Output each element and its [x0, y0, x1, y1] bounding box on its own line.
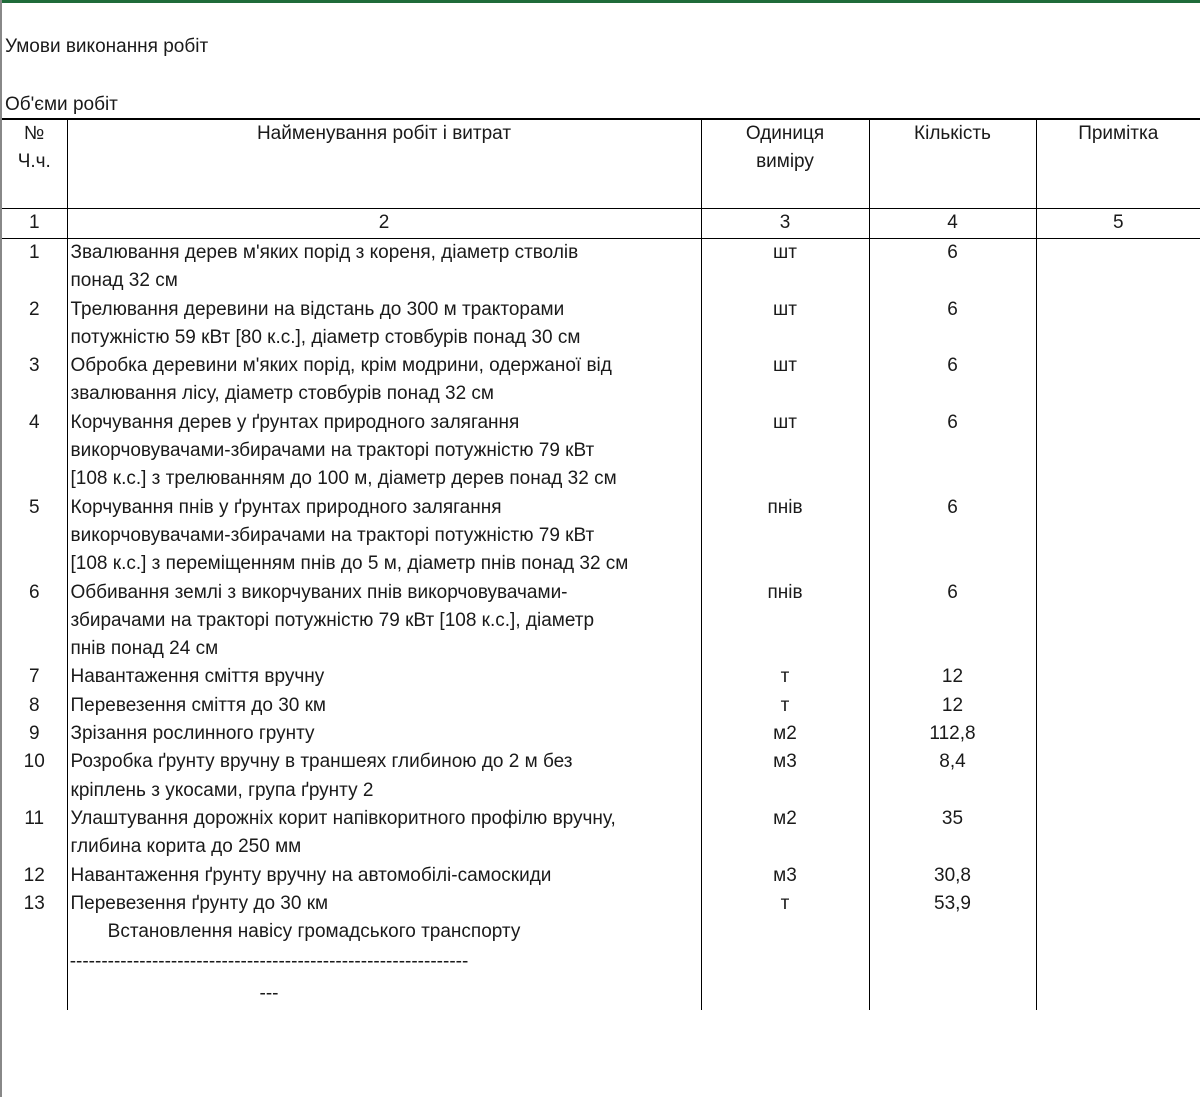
- row-note: [1036, 663, 1200, 691]
- row-unit: шт: [701, 239, 869, 296]
- row-unit: т: [701, 692, 869, 720]
- table-row: [2, 409, 1200, 494]
- row-note: [1036, 579, 1200, 664]
- row-unit: шт: [701, 352, 869, 409]
- row-number: 6: [2, 579, 67, 664]
- header-note: Примітка: [1036, 119, 1200, 209]
- row-note: [1036, 720, 1200, 748]
- section-row: [2, 918, 1200, 946]
- row-number: 11: [2, 805, 67, 862]
- row-number: 1: [2, 239, 67, 296]
- row-quantity: 6: [869, 239, 1036, 296]
- row-quantity: 8,4: [869, 748, 1036, 805]
- row-note: [1036, 890, 1200, 918]
- row-quantity: 53,9: [869, 890, 1036, 918]
- works-volume-table: [2, 118, 1200, 1010]
- row-unit: пнів: [701, 494, 869, 579]
- row-unit: шт: [701, 409, 869, 494]
- row-unit: м3: [701, 748, 869, 805]
- table-row: [2, 296, 1200, 353]
- table-row: [2, 805, 1200, 862]
- row-number: 2: [2, 296, 67, 353]
- table-header-row: [2, 119, 1200, 209]
- row-quantity: 6: [869, 579, 1036, 664]
- table-row: [2, 748, 1200, 805]
- row-unit: пнів: [701, 579, 869, 664]
- volumes-heading: Об'єми робіт: [5, 94, 118, 115]
- row-unit: шт: [701, 296, 869, 353]
- row-name: Перевезення сміття до 30 км: [67, 692, 701, 720]
- row-name: Оббивання землі з викорчуваних пнів викорчовувачами-збирачами на тракторі потужністю 79 кВт [108 к.с.], діаметр пнів понад 24 см: [67, 579, 701, 664]
- row-note: [1036, 692, 1200, 720]
- row-unit: т: [701, 663, 869, 691]
- row-quantity: 6: [869, 352, 1036, 409]
- table-row: [2, 494, 1200, 579]
- row-unit: м2: [701, 805, 869, 862]
- row-number: 9: [2, 720, 67, 748]
- row-name: Трелювання деревини на відстань до 300 м тракторами потужністю 59 кВт [80 к.с.], діаметр стовбурів понад 30 см: [67, 296, 701, 353]
- row-note: [1036, 296, 1200, 353]
- table-row: [2, 692, 1200, 720]
- row-number: 3: [2, 352, 67, 409]
- conditions-heading: Умови виконання робіт: [5, 36, 209, 57]
- row-name: Навантаження ґрунту вручну на автомобілі-самоскиди: [67, 862, 701, 890]
- row-name: Звалювання дерев м'яких порід з кореня, діаметр стволів понад 32 см: [67, 239, 701, 296]
- row-number: 12: [2, 862, 67, 890]
- table-row: [2, 890, 1200, 918]
- table-row: [2, 579, 1200, 664]
- row-quantity: 30,8: [869, 862, 1036, 890]
- row-note: [1036, 805, 1200, 862]
- row-number: 10: [2, 748, 67, 805]
- separator-line: ------------------------------------------------------------------: [67, 946, 701, 1010]
- row-note: [1036, 494, 1200, 579]
- row-note: [1036, 748, 1200, 805]
- row-note: [1036, 862, 1200, 890]
- column-number: 1: [2, 209, 67, 239]
- row-number: 7: [2, 663, 67, 691]
- header-qty: Кількість: [869, 119, 1036, 209]
- column-number: 4: [869, 209, 1036, 239]
- row-number: 8: [2, 692, 67, 720]
- row-quantity: 12: [869, 692, 1036, 720]
- section-title: Встановлення навісу громадського транспорту: [67, 918, 701, 946]
- row-number: 5: [2, 494, 67, 579]
- row-note: [1036, 352, 1200, 409]
- column-number: 3: [701, 209, 869, 239]
- row-unit: т: [701, 890, 869, 918]
- column-number: 5: [1036, 209, 1200, 239]
- row-unit: м2: [701, 720, 869, 748]
- row-name: Корчування пнів у ґрунтах природного залягання викорчовувачами-збирачами на тракторі потужністю 79 кВт [108 к.с.] з переміщенням пнів до 5 м, діаметр пнів понад 32 см: [67, 494, 701, 579]
- header-unit: Одиниця виміру: [701, 119, 869, 209]
- row-name: Корчування дерев у ґрунтах природного залягання викорчовувачами-збирачами на тракторі потужністю 79 кВт [108 к.с.] з трелюванням до 100 м, діаметр дерев понад 32 см: [67, 409, 701, 494]
- row-unit: м3: [701, 862, 869, 890]
- row-name: Розробка ґрунту вручну в траншеях глибиною до 2 м без кріплень з укосами, група ґрунту 2: [67, 748, 701, 805]
- row-name: Перевезення ґрунту до 30 км: [67, 890, 701, 918]
- row-quantity: 112,8: [869, 720, 1036, 748]
- row-note: [1036, 239, 1200, 296]
- column-number-row: [2, 209, 1200, 239]
- row-quantity: 35: [869, 805, 1036, 862]
- table-row: [2, 663, 1200, 691]
- row-name: Обробка деревини м'яких порід, крім модрини, одержаної від звалювання лісу, діаметр стовбурів понад 32 см: [67, 352, 701, 409]
- table-row: [2, 720, 1200, 748]
- row-name: Улаштування дорожніх корит напівкоритного профілю вручну, глибина корита до 250 мм: [67, 805, 701, 862]
- table-row: [2, 862, 1200, 890]
- row-number: 13: [2, 890, 67, 918]
- row-number: 4: [2, 409, 67, 494]
- row-quantity: 6: [869, 296, 1036, 353]
- top-border: [0, 0, 1200, 3]
- row-quantity: 6: [869, 409, 1036, 494]
- row-quantity: 12: [869, 663, 1036, 691]
- header-num: № Ч.ч.: [2, 119, 67, 209]
- row-name: Навантаження сміття вручну: [67, 663, 701, 691]
- row-quantity: 6: [869, 494, 1036, 579]
- separator-row: [2, 946, 1200, 1010]
- table-row: [2, 352, 1200, 409]
- row-note: [1036, 409, 1200, 494]
- column-number: 2: [67, 209, 701, 239]
- row-name: Зрізання рослинного грунту: [67, 720, 701, 748]
- header-name: Найменування робіт і витрат: [67, 119, 701, 209]
- table-row: [2, 239, 1200, 296]
